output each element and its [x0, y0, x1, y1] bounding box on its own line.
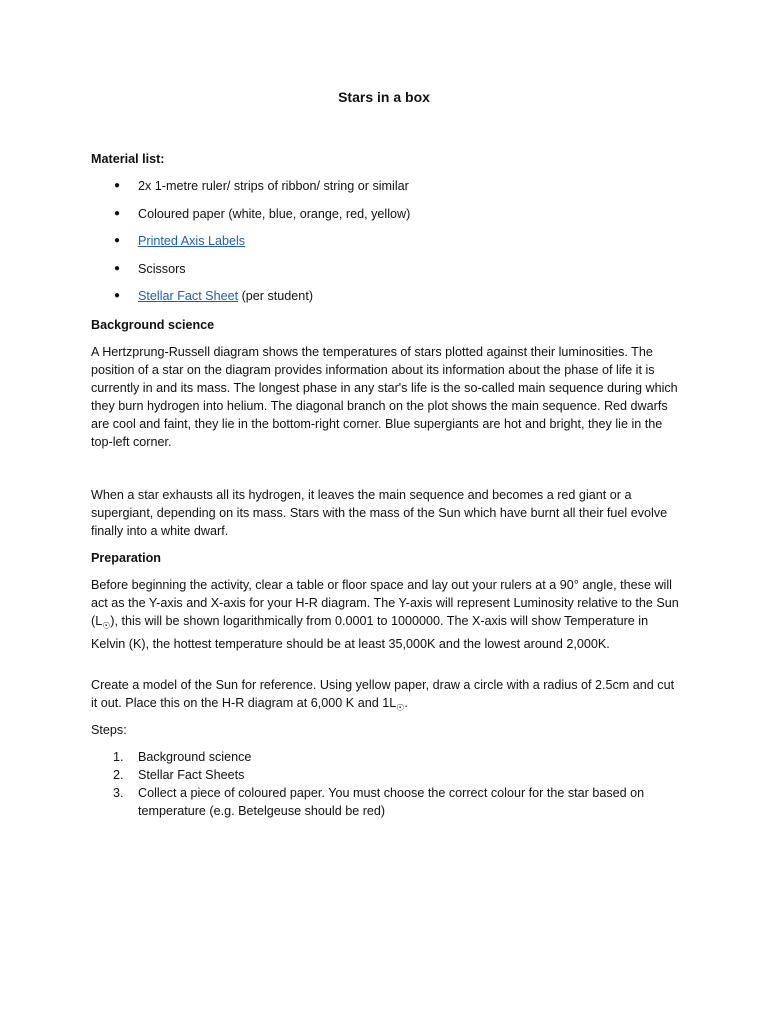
background-science-heading: Background science: [91, 318, 215, 332]
bullet-icon: ●: [114, 207, 121, 219]
steps-list: [91, 748, 681, 820]
bullet-icon: ●: [114, 235, 121, 246]
preparation-paragraph-2: [91, 676, 681, 717]
preparation-text-d: .: [404, 696, 408, 710]
step-number: 2.: [113, 768, 124, 782]
step-number: 1.: [113, 750, 124, 764]
background-paragraph-2: When a star exhausts all its hydrogen, it leaves the main sequence and becomes a red giant or a supergiant, depending on its mass. Stars with the mass of the Sun which have burnt all their fuel evolve finally into a white dwarf.: [91, 488, 668, 538]
bullet-icon: ●: [114, 290, 121, 301]
list-item: [91, 748, 681, 766]
preparation-paragraph-1: [91, 576, 681, 653]
sun-symbol: ☉: [396, 702, 405, 713]
list-item: [91, 260, 691, 288]
stellar-fact-sheet-link[interactable]: Stellar Fact Sheet: [138, 289, 239, 303]
list-item-text: 2x 1-metre ruler/ strips of ribbon/ string or similar: [138, 179, 409, 193]
list-item-text: Scissors: [138, 261, 186, 276]
material-list: [91, 177, 691, 315]
preparation-text-c: Create a model of the Sun for reference. Using yellow paper, draw a circle with a radius of 2.5cm and cut it out. Place this on the H-R diagram at 6,000 K and 1L: [91, 678, 675, 710]
step-number: 3.: [113, 786, 124, 800]
step-text: Background science: [138, 750, 252, 764]
preparation-text-b: ), this will be shown logarithmically from 0.0001 to 1000000. The X-axis will show Temperature in Kelvin (K), the hottest temperature should be at least 35,000K and the lowest around 2,000K.: [91, 614, 649, 651]
printed-axis-labels-link[interactable]: Printed Axis Labels: [138, 234, 246, 248]
page-title: Stars in a box: [338, 89, 430, 105]
list-item-text: Coloured paper (white, blue, orange, red, yellow): [138, 206, 411, 221]
step-text: Stellar Fact Sheets: [138, 768, 245, 782]
steps-heading: Steps:: [91, 723, 127, 737]
preparation-heading: Preparation: [91, 551, 161, 565]
step-text: Collect a piece of coloured paper. You must choose the correct colour for the star based on temperature (e.g. Betelgeuse should be red): [138, 786, 645, 818]
list-item: [91, 287, 691, 315]
list-item: [91, 232, 691, 260]
preparation-text-a: Before beginning the activity, clear a table or floor space and lay out your rulers at a 90° angle, these will act as the Y-axis and X-axis for your H-R diagram. The Y-axis will represent Luminosity relative to the Sun (L: [91, 578, 679, 628]
material-list-heading: Material list:: [91, 152, 165, 166]
list-item: [91, 766, 681, 784]
list-item-suffix: (per student): [238, 289, 314, 303]
list-item: [91, 205, 691, 233]
list-item: [91, 784, 681, 820]
bullet-icon: ●: [114, 180, 121, 191]
background-paragraph-1: A Hertzprung-Russell diagram shows the temperatures of stars plotted against their luminosities. The position of a star on the diagram provides information about its information about the phase of life it is currently in and its mass. The longest phase in any star's life is the so-called main sequence during which they burn hydrogen into helium. The diagonal branch on the plot shows the main sequence. Red dwarfs are cool and faint, they lie in the bottom-right corner. Blue supergiants are hot and bright, they lie in the top-left corner.: [91, 345, 678, 449]
bullet-icon: ●: [114, 262, 121, 274]
sun-symbol: ☉: [102, 620, 111, 631]
list-item: [91, 177, 691, 205]
